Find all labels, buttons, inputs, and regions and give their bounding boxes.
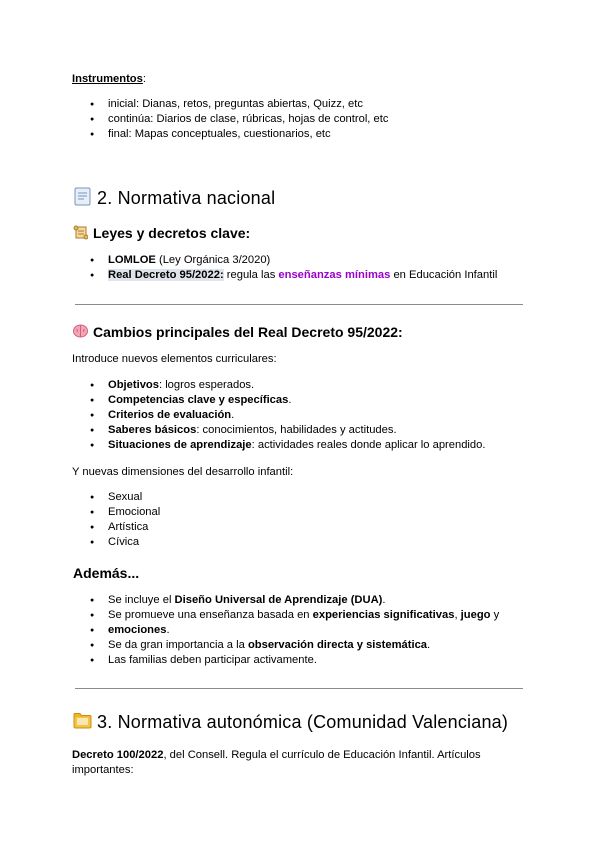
- list-item: ● Se incluye el Diseño Universal de Aprendizaje (DUA).: [90, 593, 499, 608]
- section3-heading: [73, 711, 508, 734]
- instrumentos-heading: Instrumentos:: [72, 73, 146, 85]
- leyes-title: Leyes y decretos clave:: [93, 225, 251, 241]
- list-item: ● Se promueve una enseñanza basada en experiencias significativas, juego y: [90, 608, 499, 623]
- decreto-paragraph: Decreto 100/2022, del Consell. Regula el currículo de Educación Infantil. Artículos: [72, 749, 481, 761]
- section2-title: 2. Normativa nacional: [97, 188, 276, 208]
- list-item: ● LOMLOE (Ley Orgánica 3/2020): [90, 253, 497, 268]
- list-item: ● final: Mapas conceptuales, cuestionarios, etc: [90, 127, 388, 142]
- list-item: ● Saberes básicos: conocimientos, habilidades y actitudes.: [90, 423, 485, 438]
- cambios-intro: Introduce nuevos elementos curriculares:: [72, 353, 277, 365]
- list-item: ● continúa: Diarios de clase, rúbricas, hojas de control, etc: [90, 112, 388, 127]
- list-item-continuation: ● emociones.: [90, 623, 499, 638]
- cambios-heading: [73, 323, 403, 342]
- list-item: ● Artística: [90, 520, 160, 535]
- brain-icon: [73, 324, 88, 342]
- folder-icon: [73, 712, 92, 734]
- list-item: ● Se da gran importancia a la observación directa y sistemática.: [90, 638, 499, 653]
- cambios-title: Cambios principales del Real Decreto 95/2022:: [93, 324, 403, 340]
- list-item: ● Emocional: [90, 505, 160, 520]
- dims-list: [90, 490, 160, 550]
- instrumentos-list: [90, 97, 388, 142]
- list-item: ● Criterios de evaluación.: [90, 408, 485, 423]
- cambios-list: [90, 378, 485, 453]
- list-item: ● Objetivos: logros esperados.: [90, 378, 485, 393]
- list-item: ● inicial: Dianas, retos, preguntas abiertas, Quizz, etc: [90, 97, 388, 112]
- ademas-heading: Además...: [73, 565, 140, 581]
- document-icon: [73, 187, 92, 211]
- decreto-paragraph-line2: importantes:: [72, 764, 134, 776]
- dims-intro: Y nuevas dimensiones del desarrollo infantil:: [72, 466, 294, 478]
- section2-heading: [73, 187, 275, 211]
- list-item: ● Sexual: [90, 490, 160, 505]
- section3-title: 3. Normativa autonómica (Comunidad Valenciana): [97, 712, 509, 732]
- leyes-heading: [73, 224, 250, 244]
- leyes-list: [90, 253, 497, 283]
- list-item: ● Competencias clave y específicas.: [90, 393, 485, 408]
- list-item: ● Situaciones de aprendizaje: actividades reales donde aplicar lo aprendido.: [90, 438, 485, 453]
- list-item: ● Real Decreto 95/2022: regula las enseñanzas mínimas en Educación Infantil: [90, 268, 497, 283]
- list-item: ● Las familias deben participar activamente.: [90, 653, 499, 668]
- ademas-list: [90, 593, 499, 668]
- list-item: ● Cívica: [90, 535, 160, 550]
- divider: [75, 304, 523, 305]
- scroll-icon: [73, 225, 88, 244]
- divider: [75, 688, 523, 689]
